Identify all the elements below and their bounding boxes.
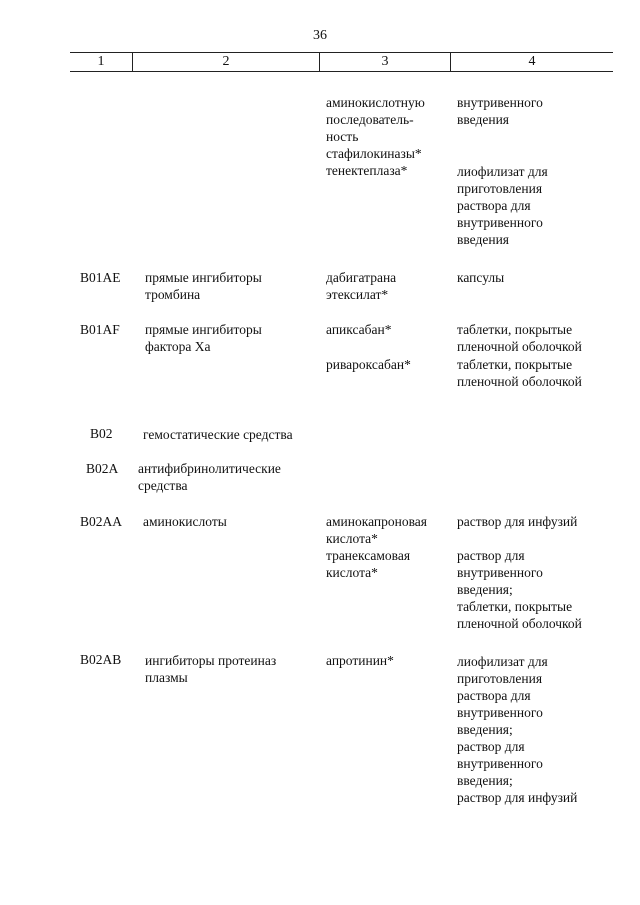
dosage-form-cell: лиофилизат для приготовления раствора для внутривенного введения; раствор для внутривенного введения; раствор для инфузий [457, 654, 578, 805]
group-name-cell: антифибринолитические средства [138, 461, 281, 493]
dosage-form-cell: капсулы [457, 270, 505, 285]
atc-code-cell: B02A [86, 461, 119, 476]
header-col-2: 2 [222, 54, 230, 69]
atc-code-cell: B01AE [80, 270, 121, 285]
atc-code-cell: B02 [90, 426, 113, 441]
atc-code-cell: B01AF [80, 322, 120, 337]
inn-cell: аминокапроновая кислота* [326, 514, 427, 546]
dosage-form-cell: внутривенного введения [457, 95, 543, 127]
header-col-3: 3 [381, 54, 389, 69]
page-number: 36 [313, 28, 327, 43]
inn-cell: транексамовая кислота* [326, 548, 411, 580]
header-col-1: 1 [97, 54, 105, 69]
group-name-cell: прямые ингибиторы фактора Xa [145, 322, 262, 354]
dosage-form-cell: таблетки, покрытые пленочной оболочкой [457, 357, 582, 389]
group-name-cell: аминокислоты [143, 514, 227, 529]
dosage-form-cell: лиофилизат для приготовления раствора для внутривенного введения [457, 164, 548, 247]
inn-cell: ривароксабан* [326, 357, 411, 372]
inn-cell: апротинин* [326, 653, 394, 668]
inn-cell: тенектеплаза* [326, 163, 408, 178]
group-name-cell: прямые ингибиторы тромбина [145, 270, 262, 302]
dosage-form-cell: раствор для инфузий [457, 514, 578, 529]
inn-cell: дабигатрана этексилат* [326, 270, 397, 302]
inn-cell: аминокислотную последователь- ность стафилокиназы* [326, 95, 425, 161]
group-name-cell: ингибиторы протеиназ плазмы [145, 653, 277, 685]
atc-code-cell: B02AA [80, 514, 123, 529]
inn-cell: апиксабан* [326, 322, 392, 337]
group-name-cell: гемостатические средства [143, 427, 293, 442]
atc-code-cell: B02AB [80, 652, 122, 667]
table-header [70, 52, 613, 72]
header-col-4: 4 [528, 54, 536, 69]
dosage-form-cell: раствор для внутривенного введения; таблетки, покрытые пленочной оболочкой [457, 548, 582, 631]
dosage-form-cell: таблетки, покрытые пленочной оболочкой [457, 322, 582, 354]
